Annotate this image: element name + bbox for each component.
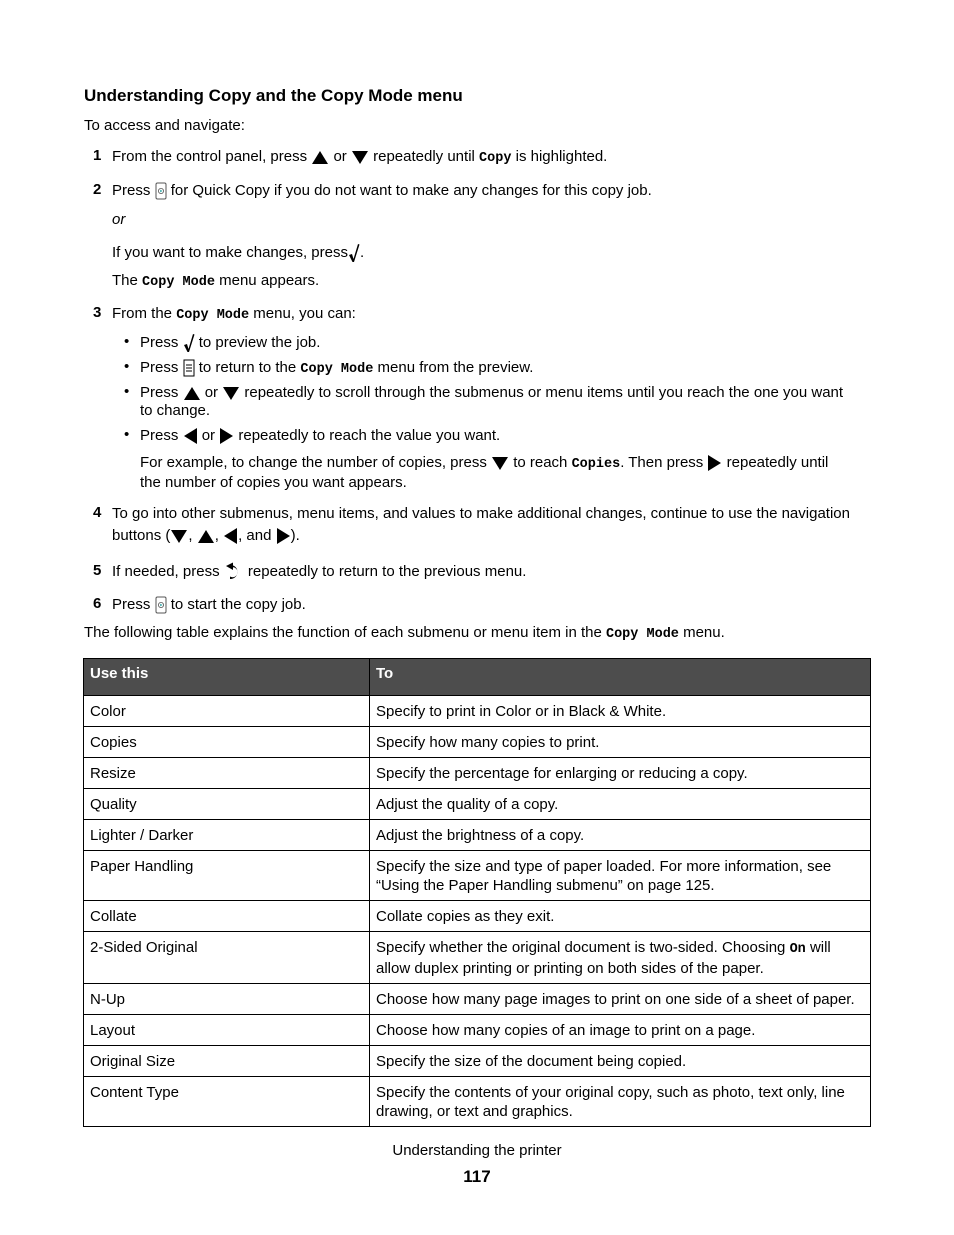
step-4-text: To go into other submenus, menu items, and values to make additional changes, continue to use the navigation xyxy=(112,505,850,522)
table-cell-to: Specify the size and type of paper loaded. For more information, see “Using the Paper Handling submenu” on page 125. xyxy=(370,851,871,901)
table-cell-use: Original Size xyxy=(84,1046,370,1077)
table-row xyxy=(84,820,871,851)
arrow-up-icon xyxy=(311,150,329,165)
arrow-left-icon xyxy=(223,527,238,545)
arrow-up-icon xyxy=(183,386,201,401)
step-number: 2 xyxy=(93,181,102,198)
step-6-text: Press to start the copy job. xyxy=(112,596,306,613)
step-5-text: If needed, press repeatedly to return to the previous menu. xyxy=(112,562,526,582)
arrow-right-icon xyxy=(707,454,722,472)
table-cell-to: Specify the size of the document being copied. xyxy=(370,1046,871,1077)
bullet-item: Press to preview the job. xyxy=(140,333,320,353)
table-cell-use: Layout xyxy=(84,1015,370,1046)
step-3-text: From the Copy Mode menu, you can: xyxy=(112,305,356,323)
table-cell-use: Lighter / Darker xyxy=(84,820,370,851)
table-cell-use: Copies xyxy=(84,727,370,758)
table-cell-to: Collate copies as they exit. xyxy=(370,901,871,932)
bullet-marker: • xyxy=(124,383,130,400)
arrow-right-icon xyxy=(276,527,291,545)
table-row xyxy=(84,984,871,1015)
table-cell-use: N-Up xyxy=(84,984,370,1015)
table-intro-text: The following table explains the function of each submenu or menu item in the Copy Mode menu. xyxy=(84,624,725,642)
table-cell-use: 2-Sided Original xyxy=(84,932,370,984)
table-cell-use: Quality xyxy=(84,789,370,820)
table-cell-use: Color xyxy=(84,696,370,727)
step-2-alt-text: If you want to make changes, press . xyxy=(112,243,364,263)
table-header-cell: Use this xyxy=(84,659,370,696)
table-row xyxy=(84,789,871,820)
bullet-item: Press or repeatedly to reach the value you want. xyxy=(140,427,501,444)
arrow-up-icon xyxy=(197,529,215,544)
table-row xyxy=(84,1077,871,1127)
table-row xyxy=(84,696,871,727)
arrow-down-icon xyxy=(170,529,188,544)
table-cell-use: Content Type xyxy=(84,1077,370,1127)
table-cell-to: Specify to print in Color or in Black & White. xyxy=(370,696,871,727)
step-number: 4 xyxy=(93,504,102,521)
footer-section-title: Understanding the printer xyxy=(392,1142,562,1159)
or-text: or xyxy=(112,211,126,228)
table-cell-to: Specify whether the original document is two-sided. Choosing On will allow duplex printing or printing on both sides of the paper. xyxy=(370,932,871,984)
table-row xyxy=(84,1015,871,1046)
step-4-text-continuation: buttons ( , , , and ). xyxy=(112,527,300,544)
table-header-cell: To xyxy=(370,659,871,696)
bullet-item-continuation: to change. xyxy=(140,402,211,419)
bullet-item: Press to return to the Copy Mode menu from the preview. xyxy=(140,359,534,377)
table-row xyxy=(84,901,871,932)
back-icon xyxy=(224,562,244,582)
step-2-result-text: The Copy Mode menu appears. xyxy=(112,272,320,290)
table-row xyxy=(84,758,871,789)
arrow-right-icon xyxy=(219,427,234,445)
table-row xyxy=(84,727,871,758)
table-cell-to: Specify how many copies to print. xyxy=(370,727,871,758)
table-cell-to: Adjust the quality of a copy. xyxy=(370,789,871,820)
example-text: For example, to change the number of copies, press to reach Copies. Then press repeatedly until xyxy=(140,454,829,472)
table-row xyxy=(84,932,871,984)
step-number: 1 xyxy=(93,147,102,164)
table-cell-use: Resize xyxy=(84,758,370,789)
checkmark-icon xyxy=(348,243,360,263)
arrow-down-icon xyxy=(491,456,509,471)
arrow-left-icon xyxy=(183,427,198,445)
arrow-down-icon xyxy=(351,150,369,165)
checkmark-icon xyxy=(183,333,195,353)
example-text-continuation: the number of copies you want appears. xyxy=(140,474,407,491)
bullet-item: Press or repeatedly to scroll through the submenus or menu items until you reach the one you want xyxy=(140,384,844,401)
table-cell-to: Choose how many copies of an image to print on a page. xyxy=(370,1015,871,1046)
table-cell-use: Collate xyxy=(84,901,370,932)
page-number: 117 xyxy=(463,1167,491,1186)
bullet-marker: • xyxy=(124,426,130,443)
start-button-icon xyxy=(155,182,167,200)
step-1-text: From the control panel, press or repeatedly until Copy is highlighted. xyxy=(112,148,608,166)
copy-mode-table xyxy=(83,658,871,1127)
intro-text: To access and navigate: xyxy=(84,117,245,134)
step-2-text: Press for Quick Copy if you do not want to make any changes for this copy job. xyxy=(112,182,652,199)
bullet-marker: • xyxy=(124,333,130,350)
menu-icon xyxy=(183,359,195,377)
step-number: 3 xyxy=(93,304,102,321)
table-header-row xyxy=(84,659,871,696)
step-number: 5 xyxy=(93,562,102,579)
table-cell-to: Specify the percentage for enlarging or reducing a copy. xyxy=(370,758,871,789)
table-cell-to: Adjust the brightness of a copy. xyxy=(370,820,871,851)
table-cell-to: Specify the contents of your original copy, such as photo, text only, line drawing, or text and graphics. xyxy=(370,1077,871,1127)
step-number: 6 xyxy=(93,595,102,612)
page-title: Understanding Copy and the Copy Mode menu xyxy=(84,86,463,105)
table-cell-to: Choose how many page images to print on one side of a sheet of paper. xyxy=(370,984,871,1015)
table-row xyxy=(84,1046,871,1077)
table-row xyxy=(84,851,871,901)
start-button-icon xyxy=(155,596,167,614)
bullet-marker: • xyxy=(124,358,130,375)
table-cell-use: Paper Handling xyxy=(84,851,370,901)
arrow-down-icon xyxy=(222,386,240,401)
